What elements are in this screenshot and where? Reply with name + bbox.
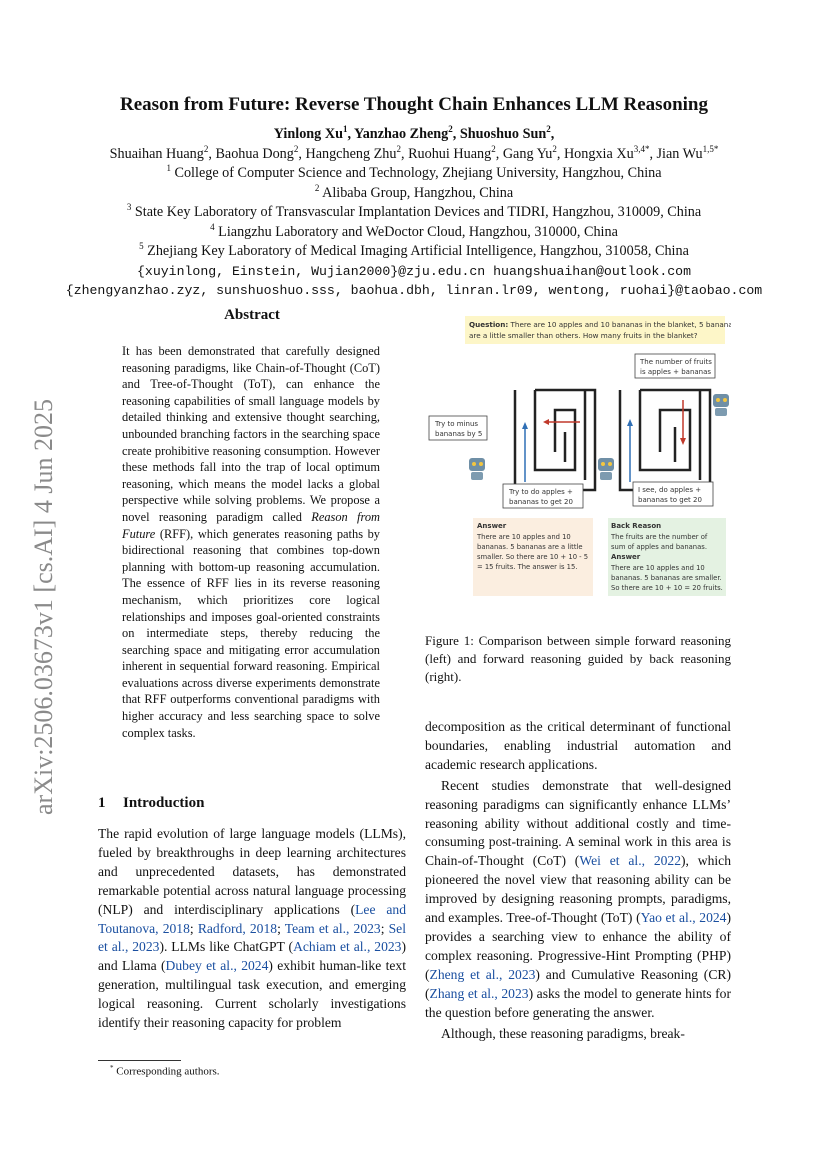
bubble-top-right-line2: is apples + bananas <box>640 368 712 376</box>
author-affiliation-mark: 2 <box>396 143 401 154</box>
paper-title: Reason from Future: Reverse Thought Chain Enhances LLM Reasoning <box>120 94 708 115</box>
affiliation-text: Alibaba Group, Hangzhou, China <box>319 184 514 201</box>
section-title: Introduction <box>123 795 205 811</box>
robot-icon-middle <box>598 458 614 480</box>
author-separator: , <box>400 145 409 162</box>
author-affiliation-mark: 2 <box>293 143 299 154</box>
answer-line: smaller. So there are 10 + 10 - 5 <box>477 553 589 561</box>
citation-link[interactable]: Wei et al., 2022 <box>579 853 682 869</box>
figure-caption: Figure 1: Comparison between simple forward reasoning (left) and forward reasoning guided by back reasoning (right). <box>425 633 731 684</box>
author-separator: , <box>550 126 555 142</box>
author-affiliation-mark: 2 <box>203 143 209 154</box>
question-text-line1: Question: There are 10 apples and 10 bananas in the blanket, 5 bananas <box>469 320 731 329</box>
affiliation-line <box>0 203 828 223</box>
intro-paragraph <box>98 825 406 1033</box>
citation-link[interactable]: Achiam et al., 2023 <box>293 939 402 955</box>
back-answer-line: bananas. 5 bananas are smaller. <box>611 574 722 582</box>
paragraph-text: ; <box>277 920 285 936</box>
author-name: Gang Yu <box>502 145 553 162</box>
affiliation-text: State Key Laboratory of Transvascular Implantation Devices and TIDRI, Hangzhou, 310009, China <box>131 204 702 220</box>
citation-link[interactable]: Sel et al., 2023 <box>98 920 406 955</box>
affiliation-line <box>0 164 828 184</box>
citation-link[interactable]: Dubey et al., 2024 <box>165 958 269 974</box>
maze-left <box>515 390 595 490</box>
paragraph-text: ), which pioneered the novel view that reasoning ability can be improved by designing reasoning prompts, paradigms, and examples. Tree-of-Thought (ToT) ( <box>425 853 731 926</box>
author-affiliation-mark: 1 <box>342 124 348 134</box>
question-text-line2: are a little smaller than others. How many fruits in the blanket? <box>469 331 698 340</box>
back-reason-line: The fruits are the number of <box>611 533 708 541</box>
right-column-text <box>425 718 731 1043</box>
paragraph-text: decomposition as the critical determinant of functional boundaries, enabling industrial automation and academic research applications. <box>425 719 731 772</box>
affiliation-line <box>0 242 828 262</box>
affiliation-text: College of Computer Science and Technology, Zhejiang University, Hangzhou, China <box>170 165 662 181</box>
answer-line: = 15 fruits. The answer is 15. <box>477 563 578 571</box>
author-separator: , <box>556 145 564 162</box>
author-affiliation-mark: 2 <box>552 143 557 154</box>
author-affiliation-mark: 3,4* <box>633 143 650 154</box>
abstract-heading: Abstract <box>224 307 280 323</box>
paragraph-text: Recent studies demonstrate that well-designed reasoning paradigms can significantly enhance LLMs’ reasoning ability without additional costly and time-consuming post-training. A seminal work in this area is Chain-of-Thought (CoT) ( <box>425 777 731 869</box>
back-reason-line: sum of apples and bananas. <box>611 543 707 551</box>
author-name: Hongxia Xu <box>563 145 634 162</box>
bubble-top-right-line1: The number of fruits <box>640 358 712 366</box>
paragraph-text: ). LLMs like ChatGPT ( <box>159 939 294 955</box>
answer-line: bananas. 5 bananas are a little <box>477 543 583 551</box>
affiliation-mark: 1 <box>166 163 171 173</box>
paragraph-text: ; <box>189 920 198 936</box>
paragraph-text: The rapid evolution of large language models (LLMs), fueled by breakthroughs in deep learning architectures and unprecedented datasets, has demonstrated remarkable potential across natural language processing (NLP) and interdisciplinary applications ( <box>98 826 406 917</box>
back-reason-title: Back Reason <box>611 522 662 530</box>
email-line-2: {zhengyanzhao.zyz, sunshuoshuo.sss, baohua.dbh, linran.lr09, wentong, ruohai}@taobao.com <box>65 283 763 298</box>
paragraph-text: ) and Cumulative Reasoning (CR) ( <box>425 966 731 1001</box>
answer-title: Answer <box>477 522 507 530</box>
author-name: Shuoshuo Sun <box>459 126 547 142</box>
affiliation-line <box>0 184 828 204</box>
author-separator: , <box>495 145 503 162</box>
arxiv-sidebar-label <box>16 350 66 820</box>
paragraph-although <box>425 1025 731 1044</box>
robot-icon-left <box>469 458 485 480</box>
author-name: Yanzhao Zheng <box>354 126 449 142</box>
author-name: Ruohui Huang <box>408 145 492 162</box>
back-answer-title: Answer <box>611 553 641 561</box>
affiliation-mark: 2 <box>314 182 320 193</box>
intro-column-left <box>98 825 406 1033</box>
author-affiliation-mark: 2 <box>491 143 496 154</box>
author-name: Jian Wu <box>656 145 703 162</box>
paragraph-text: Although, these reasoning paradigms, break- <box>441 1025 685 1041</box>
author-line-2 <box>0 145 828 165</box>
affiliation-mark: 3 <box>126 202 132 212</box>
citation-link[interactable]: Lee and Toutanova, 2018 <box>98 901 406 936</box>
footnote <box>110 1064 220 1078</box>
footnote-divider <box>98 1060 181 1061</box>
robot-icon-right <box>713 394 729 416</box>
back-answer-line: There are 10 apples and 10 <box>611 564 705 572</box>
affiliation-text: Zhejiang Key Laboratory of Medical Imaging Artificial Intelligence, Hangzhou, 310058, China <box>143 243 689 259</box>
citation-link[interactable]: Zhang et al., 2023 <box>429 985 529 1001</box>
author-separator: , <box>452 126 460 142</box>
bubble-left-line2: bananas by 5 <box>435 430 483 438</box>
footnote-text: Corresponding authors. <box>116 1065 220 1078</box>
paragraph-text: ) and Llama ( <box>98 939 406 974</box>
author-line-1 <box>0 125 828 145</box>
paragraph-text: ; <box>380 920 389 936</box>
bubble-middle-line1: Try to do apples + <box>509 488 573 496</box>
maze-right <box>620 390 710 490</box>
affiliation-line <box>0 223 828 243</box>
bubble-right-line2: bananas to get 20 <box>638 496 702 504</box>
paragraph-text: ) provides a searching view to enhance the ability of complex reasoning. Progressive-Hint Prompting (PHP) ( <box>425 910 731 982</box>
figure-1 <box>425 312 731 612</box>
citation-link[interactable]: Team et al., 2023 <box>284 920 381 936</box>
author-separator: , <box>649 145 657 162</box>
footnote-mark: * <box>110 1064 114 1072</box>
answer-line: There are 10 apples and 10 <box>477 533 571 541</box>
author-block <box>0 125 828 301</box>
affiliation-mark: 5 <box>139 241 144 251</box>
author-name: Baohua Dong <box>215 145 294 162</box>
paragraph-text: ) asks the model to generate hints for the question before generating the answer. <box>425 985 731 1020</box>
author-name: Yinlong Xu <box>273 126 343 142</box>
email-line-1: {xuyinlong, Einstein, Wujian2000}@zju.edu.cn huangshuaihan@outlook.com <box>137 263 691 279</box>
author-name: Hangcheng Zhu <box>305 145 397 162</box>
citation-link[interactable]: Radford, 2018 <box>197 920 278 936</box>
abstract-text-a: It has been demonstrated that carefully designed reasoning paradigms, like Chain-of-Thought (CoT) and Tree-of-Thought (ToT), can enhance the reasoning capabilities of small language models by detailed thinking and extensive thought searching, unbounded branching factors in the searching space create prohibitive reasoning consumption. However these methods fall into the trap of local optimum reasoning, which means the model lacks a global perspective while solving problems. We propose a novel reasoning paradigm called <box>122 344 380 524</box>
paragraph-decomposition <box>425 718 731 775</box>
author-affiliation-mark: 2 <box>546 124 551 134</box>
author-name: Shuaihan Huang <box>109 145 204 162</box>
bubble-middle-line2: bananas to get 20 <box>509 498 573 506</box>
paragraph-text: ) exhibit human-like text generation, multilingual task execution, and emerging logical reasoning. Current scholarly investigations identify their reasoning capacity for problem <box>98 958 406 1031</box>
abstract-body <box>122 343 380 741</box>
section-number: 1 <box>98 795 106 811</box>
abstract-text-b: (RFF), which generates reasoning paths by bidirectional reasoning that combines top-down planning with bottom-up reasoning accumulation. The essence of RFF lies in its reverse reasoning mechanism, which prioritizes core logical relationships and imposes goal-oriented constraints on intermediate steps, thereby reducing the searching space and mitigating error accumulation inherent in sequential forward reasoning. Empirical evaluations across diverse experiments demonstrate that RFF outperforms conventional paradigms with higher accuracy and less searching space to solve complex tasks. <box>122 526 380 740</box>
arxiv-id-text: arXiv:2506.03673v1 [cs.AI] 4 Jun 2025 <box>29 399 58 815</box>
affiliation-mark: 4 <box>210 221 215 232</box>
bubble-right-line1: I see, do apples + <box>638 486 702 494</box>
author-affiliation-mark: 2 <box>448 124 453 134</box>
author-separator: , <box>298 145 306 162</box>
affiliation-text: Liangzhu Laboratory and WeDoctor Cloud, Hangzhou, 310000, China <box>214 223 618 240</box>
affiliations <box>0 164 828 262</box>
section-heading-introduction <box>98 795 204 812</box>
back-answer-line: So there are 10 + 10 = 20 fruits. <box>611 584 723 592</box>
author-separator: , <box>347 126 355 142</box>
abstract-method-name: Reason from Future <box>122 509 380 541</box>
author-separator: , <box>208 145 216 162</box>
paragraph-recent-studies <box>425 777 731 1023</box>
citation-link[interactable]: Zheng et al., 2023 <box>429 966 536 982</box>
bubble-left-line1: Try to minus <box>435 420 479 428</box>
author-affiliation-mark: 1,5* <box>702 143 719 154</box>
citation-link[interactable]: Yao et al., 2024 <box>640 910 727 926</box>
